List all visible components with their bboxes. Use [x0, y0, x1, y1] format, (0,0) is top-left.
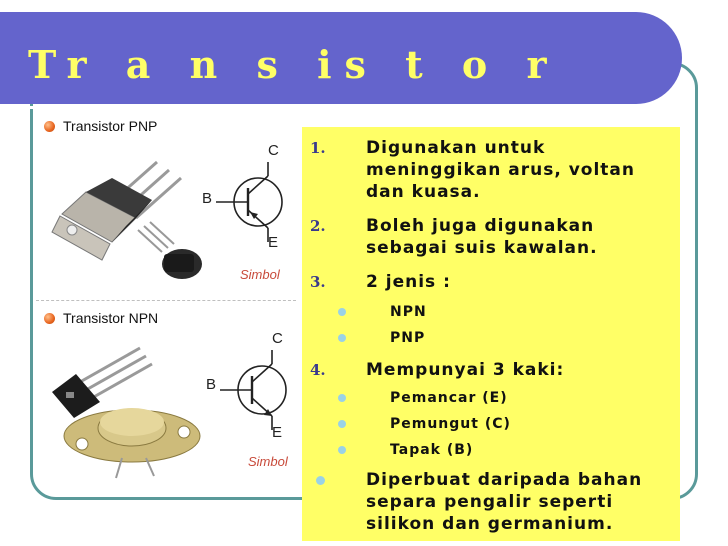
sub-list-item — [302, 303, 672, 321]
npn-panel — [36, 304, 296, 482]
transistor-diagram — [36, 112, 296, 482]
list-text: Mempunyai 3 kaki: — [366, 360, 565, 380]
list-text: 2 jenis : — [366, 272, 451, 292]
sub-list-item — [302, 389, 672, 407]
list-item — [310, 137, 680, 203]
npn-simbol-caption: Simbol — [248, 454, 288, 469]
title-bar — [0, 12, 682, 104]
pnp-label-e: E — [268, 234, 279, 251]
sub-list-item — [302, 329, 672, 347]
pnp-simbol-caption: Simbol — [240, 267, 280, 282]
list-number: 3. — [310, 273, 326, 291]
sub-list-item — [302, 415, 672, 433]
sub-text: Pemungut (C) — [390, 416, 511, 432]
slide-title: Tr a n s is t o r — [28, 42, 560, 87]
list-number: 4. — [310, 361, 326, 379]
sub-list-item — [302, 441, 672, 459]
npn-transistor-photo — [42, 332, 222, 482]
bullet-icon — [338, 420, 346, 428]
npn-heading-text: Transistor NPN — [63, 310, 159, 326]
orange-bullet-icon — [44, 313, 55, 324]
closing-item — [310, 469, 680, 535]
list-item — [310, 271, 680, 293]
pnp-label-c: C — [268, 142, 279, 159]
npn-label-c: C — [272, 330, 283, 347]
sub-text: PNP — [390, 330, 426, 346]
pnp-heading-text: Transistor PNP — [63, 118, 158, 134]
closing-text: Diperbuat daripada bahan separa pengalir seperti silikon dan germanium. — [366, 470, 643, 534]
content-box — [302, 127, 680, 541]
title-underline — [0, 106, 642, 109]
pnp-label-b: B — [202, 190, 213, 207]
pnp-transistor-photo — [42, 142, 222, 292]
list-text: Digunakan untuk meninggikan arus, voltan dan kuasa. — [366, 138, 635, 202]
npn-label-e: E — [272, 424, 283, 441]
bullet-icon — [338, 308, 346, 316]
npn-symbol-icon — [220, 350, 294, 430]
bullet-icon — [338, 394, 346, 402]
sub-text: Pemancar (E) — [390, 390, 508, 406]
list-item — [310, 215, 680, 259]
npn-heading — [44, 310, 158, 326]
sub-text: NPN — [390, 304, 427, 320]
bullet-icon — [316, 476, 325, 485]
list-text: Boleh juga digunakan sebagai suis kawalan. — [366, 216, 598, 258]
npn-label-b: B — [206, 376, 217, 393]
bullet-icon — [338, 446, 346, 454]
pnp-panel — [36, 112, 296, 298]
pnp-symbol-icon — [216, 162, 292, 242]
bullet-icon — [338, 334, 346, 342]
sub-text: Tapak (B) — [390, 442, 474, 458]
pnp-heading — [44, 118, 157, 134]
list-number: 1. — [310, 139, 326, 157]
list-item — [310, 359, 680, 381]
panel-divider — [36, 300, 296, 301]
orange-bullet-icon — [44, 121, 55, 132]
list-number: 2. — [310, 217, 326, 235]
